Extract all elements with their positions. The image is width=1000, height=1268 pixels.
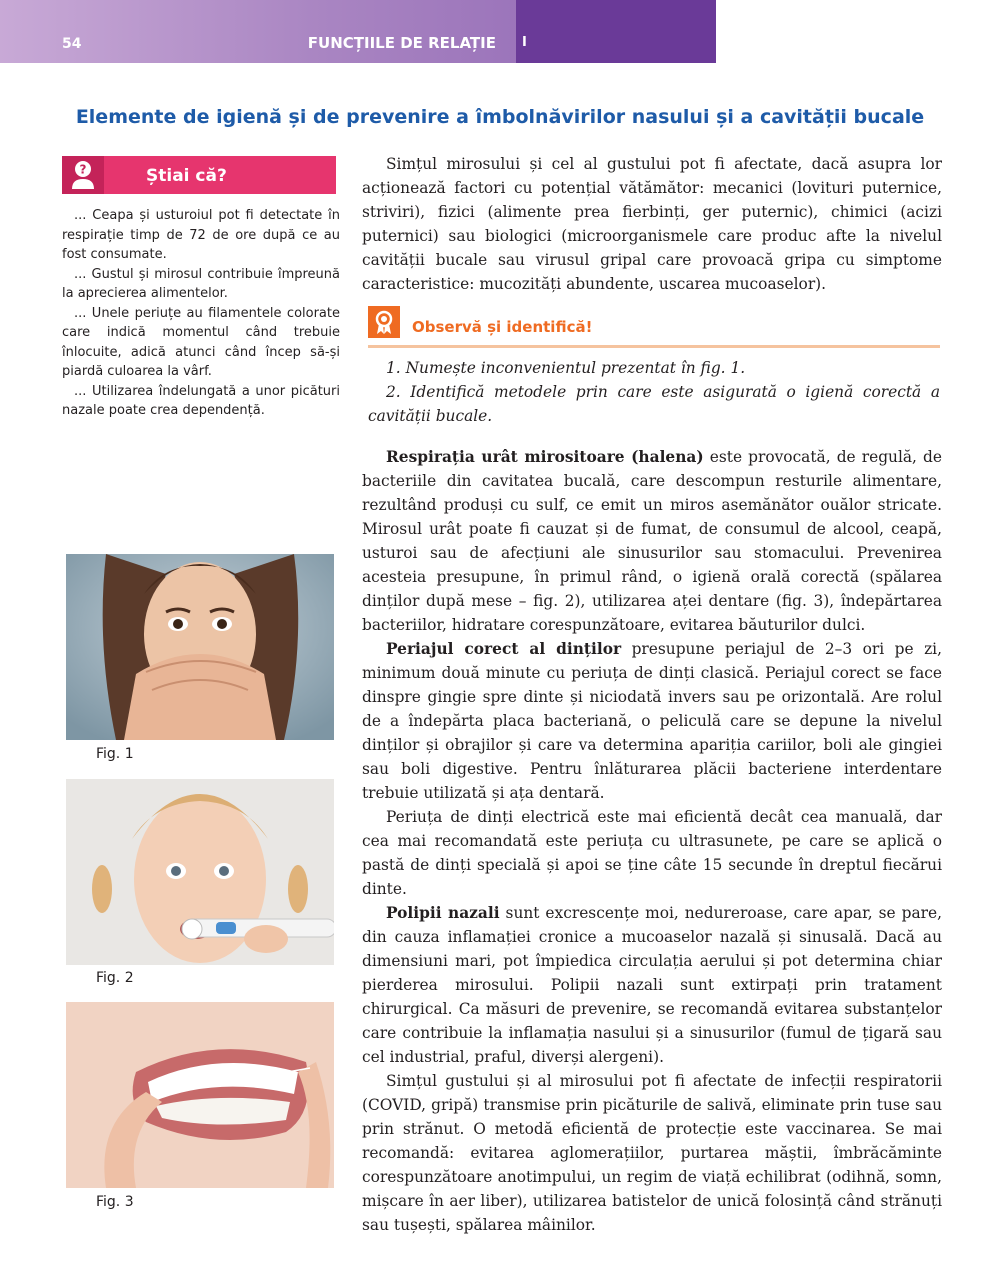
figure-label: Fig. 3	[96, 1194, 134, 1210]
halena-term: Respirația urât mirositoare (halena)	[386, 448, 704, 466]
header-accent	[516, 0, 716, 63]
observe-task: 2. Identifică metodele prin care este asigurată o igienă corectă a cavității bucale.	[368, 383, 940, 425]
page-title: Elemente de igienă și de prevenire a îmbolnăvirilor nasului și a cavității bucale	[75, 106, 925, 128]
intro-text: Simțul mirosului și cel al gustului pot fi afectate, dacă asupra lor acționează factori cu potențial vătămător: mecanici (lovituri puternice, striviri), fizici (alimente prea fierbinți, ger puternic), chimici (acizi puternici) sau biologici (microorganismele care produc afte la nivelul cavității bucale sau virusul gripal care provoacă gripa cu simptome caracteristice: mucozități abundente, uscarea mucoaselor).	[362, 155, 942, 293]
halena-text: este provocată, de regulă, de bacteriile din cavitatea bucală, care descompun resturile alimentare, rezultând produși cu sulf, ce emit un miros asemănător ouălor stricate. Mirosul urât poate fi cauzat și de fumat, de consumul de alcool, ceapă, usturoi sau de afecțiuni ale sinusurilor sau stomacului. Prevenirea acesteia presupune, în primul rând, o igienă orală corectă (spălarea dinților după mese – fig. 2), utilizarea aței dentare (fig. 3), îndepărtarea bacteriilor, hidratare corespunzătoare, evitarea băuturilor dulci.	[362, 448, 942, 634]
periaj-paragraph	[362, 637, 942, 805]
girl-brushing-teeth-photo	[66, 779, 334, 965]
intro-paragraph	[362, 152, 942, 296]
svg-text:?: ?	[79, 162, 87, 177]
polipi-term: Polipii nazali	[386, 904, 500, 922]
covid-paragraph: Simțul gustului și al mirosului pot fi afectate de infecții respiratorii (COVID, gripă) transmise prin picăturile de salivă, eliminate prin tuse sau prin strănut. O metodă eficientă de protecție este vaccinarea. Se mai recomandă: evitarea aglomerațiilor, purtarea măștii, îmbrăcăminte corespunzătoare anotimpului, un regim de viață echilibrat (odihnă, somn, mișcare în aer liber), utilizarea batistelor de unică folosință când strănuți sau tușești, spălarea mâinilor.	[362, 1072, 942, 1234]
observe-title: Observă și identifică!	[412, 318, 593, 336]
unit-number: I	[522, 35, 527, 50]
periaj-text: presupune periajul de 2–3 ori pe zi, minimum două minute cu periuța de dinți clasică. Periajul corect se face dinspre gingie spre dinte și niciodată invers sau pe orizontală. Are rolul de a îndepărta placa bacteriană, o peliculă care se depune la nivelul dinților și obrajilor și care va determina apariția cariilor, boli ale gingiei sau boli digestive. Pentru înlăturarea plăcii bacteriene interdentare trebuie utilizată și ața dentară.	[362, 640, 942, 802]
chapter-title: FUNCȚIILE DE RELAȚIE	[307, 34, 496, 52]
flossing-teeth-photo	[66, 1002, 334, 1188]
periuta-paragraph: Periuța de dinți electrică este mai eficientă decât cea manuală, dar cea mai recomandată este periuța cu ultrasunete, pe care se aplică o pastă de dinți specială și apoi se ține câte 15 secunde în dreptul fiecărui dinte.	[362, 808, 942, 898]
polipi-paragraph	[362, 901, 942, 1069]
page-number: 54	[62, 36, 82, 52]
fact-item: ... Ceapa și usturoiul pot fi detectate în respirație timp de 72 de ore după ce au fost consumate.	[62, 208, 340, 262]
did-you-know-body	[62, 206, 340, 421]
fact-item: ... Gustul și mirosul contribuie împreună la aprecierea alimentelor.	[62, 266, 340, 301]
question-person-icon	[62, 156, 104, 194]
figure-label: Fig. 1	[96, 746, 134, 762]
did-you-know-title: Știai că?	[146, 166, 227, 186]
periaj-term: Periajul corect al dinților	[386, 640, 622, 658]
polipi-text: sunt excrescențe moi, nedureroase, care apar, se pare, din cauza inflamației cronice a mucoaselor nazală și sinusală. Dacă au dimensiuni mari, pot împiedica circulația aerului și pot determina chiar pierderea mirosului. Polipii nazali sunt extirpați prin tratament chirurgical. Ca măsuri de prevenire, se recomandă evitarea substanțelor care contribuie la inflamația nasului și a sinusurilor (fumul de țigară sau cel industrial, praful, diverși alergeni).	[362, 904, 942, 1066]
observe-divider	[368, 345, 940, 348]
woman-covering-mouth-photo	[66, 554, 334, 740]
fact-item: ... Utilizarea îndelungată a unor picături nazale poate crea dependență.	[62, 383, 340, 418]
halena-paragraph	[362, 445, 942, 637]
observe-tasks	[368, 356, 940, 428]
did-you-know-header	[62, 156, 336, 194]
award-ribbon-icon	[368, 306, 400, 338]
observe-task: 1. Numește inconvenientul prezentat în fig. 1.	[386, 359, 746, 377]
main-body	[362, 445, 942, 1237]
fact-item: ... Unele periuțe au filamentele colorate care indică momentul când trebuie înlocuite, adică atunci când încep să-și piardă culoarea la vârf.	[62, 305, 340, 379]
figure-label: Fig. 2	[96, 970, 134, 986]
